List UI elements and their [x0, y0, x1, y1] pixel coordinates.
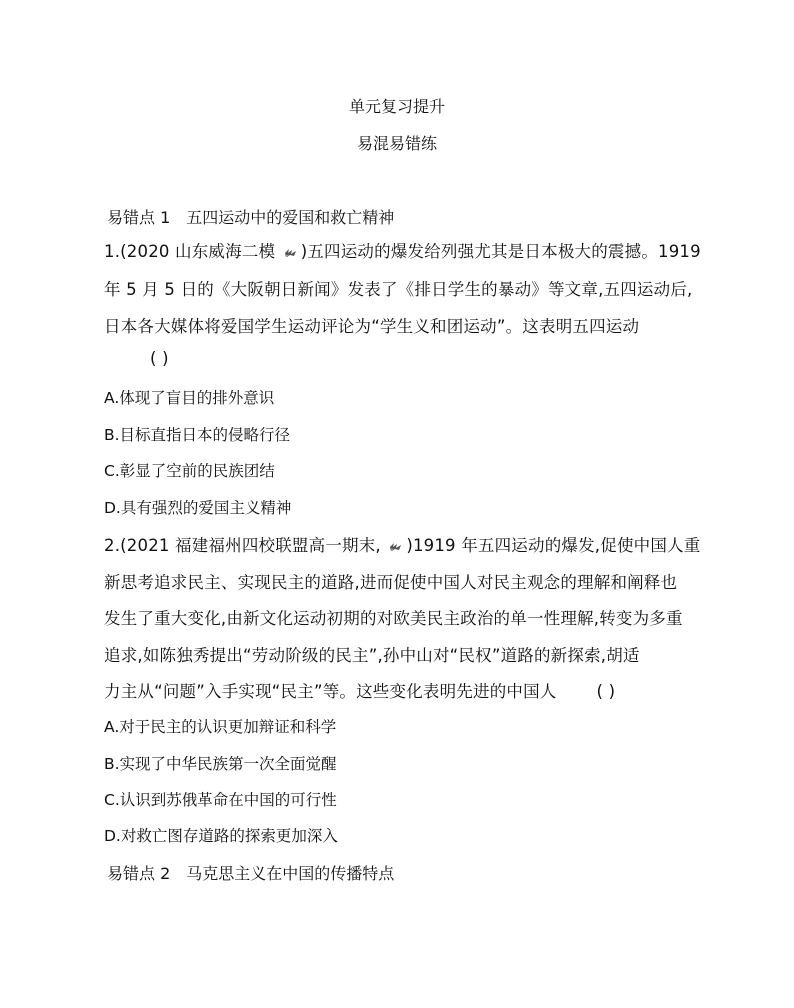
q2-line-2: 新思考追求民主、实现民主的道路,进而促使中国人对民主观念的理解和阐释也 — [104, 573, 678, 592]
section-text: 马克思主义在中国的传播特点 — [186, 864, 395, 883]
q2-line-5 — [104, 678, 615, 702]
section-heading-2 — [107, 861, 394, 884]
q1-stem-line-1: 五四运动的爆发给列强尤其是日本极大的震撼。1919 — [307, 242, 701, 261]
q2-answer-paren: ( ) — [596, 682, 616, 701]
q1-option-d: D.具有强烈的爱国主义精神 — [104, 499, 292, 517]
q2-line-4: 追求,如陈独秀提出“劳动阶级的民主”,孙中山对“民权”道路的新探索,胡适 — [104, 646, 640, 665]
section-heading-1 — [107, 205, 394, 228]
q1-option-c: C.彰显了空前的民族团结 — [104, 462, 275, 480]
difficulty-star-icon — [282, 247, 300, 259]
q2-line-1: 2.(2021 福建福州四校联盟高一期末, )1919 年五四运动的爆发,促使中国人重 — [104, 536, 701, 555]
q2-option-b: B.实现了中华民族第一次全面觉醒 — [104, 755, 337, 773]
q2-option-c: C.认识到苏俄革命在中国的可行性 — [104, 791, 337, 809]
q2-line-3: 发生了重大变化,由新文化运动初期的对欧美民主政治的单一性理解,转变为多重 — [104, 609, 683, 628]
q2-number: 2. — [104, 536, 121, 555]
q2-stem-line-1: 1919 年五四运动的爆发,促使中国人重 — [412, 536, 701, 555]
q1-option-a: A.体现了盲目的排外意识 — [104, 389, 275, 407]
section-label: 易错点 1 — [107, 208, 171, 227]
q1-answer-paren: ( ) — [150, 349, 169, 368]
section-text: 五四运动中的爱国和救亡精神 — [186, 208, 395, 227]
q2-option-d: D.对救亡图存道路的探索更加深入 — [104, 827, 338, 845]
q1-line-3: 日本各大媒体将爱国学生运动评论为“学生义和团运动”。这表明五四运动 — [104, 317, 640, 336]
difficulty-star-icon — [387, 541, 405, 553]
q1-line-1: 1.(2020 山东威海二模 )五四运动的爆发给列强尤其是日本极大的震撼。1919 — [104, 242, 701, 261]
q1-option-b: B.目标直指日本的侵略行径 — [104, 426, 291, 444]
section-label: 易错点 2 — [107, 864, 171, 883]
q2-option-a: A.对于民主的认识更加辩证和科学 — [104, 718, 337, 736]
page-title: 单元复习提升 — [348, 97, 445, 116]
q1-number: 1. — [104, 242, 121, 261]
q1-line-2: 年 5 月 5 日的《大阪朝日新闻》发表了《排日学生的暴动》等文章,五四运动后, — [104, 280, 693, 299]
page-subtitle: 易混易错练 — [356, 134, 437, 153]
q1-source: (2020 山东威海二模 — [120, 242, 276, 261]
q2-stem-line-5: 力主从“问题”入手实现“民主”等。这些变化表明先进的中国人 — [104, 682, 557, 701]
q2-source: (2021 福建福州四校联盟高一期末, — [120, 536, 381, 555]
